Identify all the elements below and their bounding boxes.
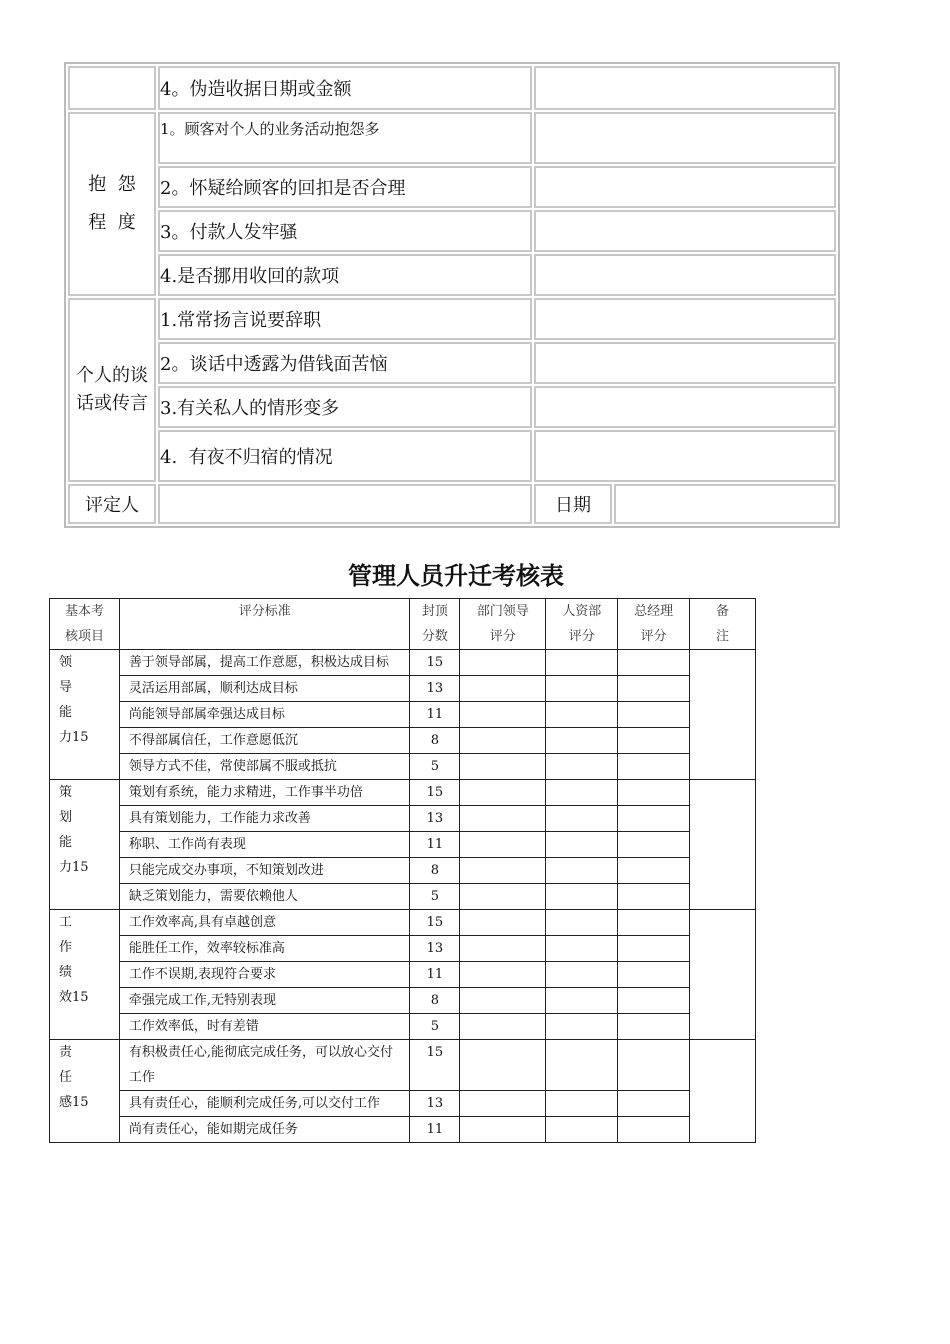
category-label: 话或传言 — [76, 393, 148, 414]
dept-score-cell[interactable] — [460, 676, 546, 702]
criterion-cell: 缺乏策划能力，需要依赖他人 — [119, 884, 410, 910]
table-row — [50, 988, 756, 1014]
criterion-cell: 牵强完成工作,无特别表现 — [119, 988, 410, 1014]
cap-score-cell: 13 — [410, 936, 460, 962]
hr-score-cell[interactable] — [546, 1117, 618, 1143]
criterion-cell: 具有责任心，能顺利完成任务,可以交付工作 — [119, 1091, 410, 1117]
category-label: 导 — [59, 680, 73, 695]
category-cell — [50, 650, 120, 780]
cap-score-cell: 8 — [410, 728, 460, 754]
note-cell[interactable] — [690, 1040, 756, 1143]
date-label: 日期 — [534, 484, 612, 524]
criterion-cell: 具有策划能力，工作能力求改善 — [119, 806, 410, 832]
hr-score-cell[interactable] — [546, 806, 618, 832]
gm-score-cell[interactable] — [618, 1091, 690, 1117]
criterion-cell: 尚能领导部属牵强达成目标 — [119, 702, 410, 728]
dept-score-cell[interactable] — [460, 962, 546, 988]
hr-score-cell[interactable] — [546, 702, 618, 728]
criterion-cell: 有积极责任心,能彻底完成任务，可以放心交付工作 — [119, 1040, 410, 1091]
category-label: 作 — [59, 940, 73, 955]
hr-score-cell[interactable] — [546, 754, 618, 780]
item-cell: 3.有关私人的情形变多 — [158, 386, 532, 428]
score-cell[interactable] — [534, 342, 836, 384]
table-row — [50, 936, 756, 962]
category-cell — [50, 780, 120, 910]
cap-score-cell: 5 — [410, 1014, 460, 1040]
hr-score-cell[interactable] — [546, 910, 618, 936]
table-row — [50, 1091, 756, 1117]
table-row — [50, 676, 756, 702]
note-cell[interactable] — [690, 780, 756, 910]
evaluator-field[interactable] — [158, 484, 532, 524]
item-cell: 1.常常扬言说要辞职 — [158, 298, 532, 340]
empty-category-cell — [68, 66, 156, 110]
category-label: 能 — [59, 705, 73, 720]
hr-score-cell[interactable] — [546, 936, 618, 962]
gm-score-cell[interactable] — [618, 754, 690, 780]
gm-score-cell[interactable] — [618, 832, 690, 858]
cap-score-cell: 11 — [410, 702, 460, 728]
dept-score-cell[interactable] — [460, 806, 546, 832]
hr-score-cell[interactable] — [546, 962, 618, 988]
criterion-cell: 工作效率高,具有卓越创意 — [119, 910, 410, 936]
table-row — [50, 806, 756, 832]
dept-score-cell[interactable] — [460, 650, 546, 676]
hr-score-cell[interactable] — [546, 728, 618, 754]
dept-score-cell[interactable] — [460, 1117, 546, 1143]
hr-score-cell[interactable] — [546, 1014, 618, 1040]
item-cell: 2。怀疑给顾客的回扣是否合理 — [158, 166, 532, 208]
criterion-cell: 工作效率低，时有差错 — [119, 1014, 410, 1040]
category-label: 力15 — [59, 860, 89, 875]
assessment-body — [50, 650, 756, 1143]
score-cell[interactable] — [534, 254, 836, 296]
cap-score-cell: 13 — [410, 1091, 460, 1117]
hr-score-cell[interactable] — [546, 650, 618, 676]
category-label: 任 — [59, 1070, 73, 1085]
category-complaint — [68, 112, 156, 296]
header-note: 备 注 — [690, 599, 756, 650]
score-cell[interactable] — [534, 298, 836, 340]
gm-score-cell[interactable] — [618, 1040, 690, 1091]
item-cell: 2。谈话中透露为借钱面苦恼 — [158, 342, 532, 384]
gm-score-cell[interactable] — [618, 962, 690, 988]
table-row — [50, 754, 756, 780]
category-talk — [68, 298, 156, 482]
hr-score-cell[interactable] — [546, 1091, 618, 1117]
cap-score-cell: 15 — [410, 1040, 460, 1091]
category-label: 力15 — [59, 730, 89, 745]
table-row — [50, 1014, 756, 1040]
dept-score-cell[interactable] — [460, 884, 546, 910]
hr-score-cell[interactable] — [546, 832, 618, 858]
dept-score-cell[interactable] — [460, 1091, 546, 1117]
category-label: 策 — [59, 785, 73, 800]
criterion-cell: 领导方式不佳，常使部属不服或抵抗 — [119, 754, 410, 780]
dept-score-cell[interactable] — [460, 754, 546, 780]
dept-score-cell[interactable] — [460, 702, 546, 728]
category-label: 感15 — [59, 1095, 89, 1110]
table-row — [50, 1040, 756, 1091]
table-row — [50, 1117, 756, 1143]
header-standard: 评分标准 — [119, 599, 410, 650]
criterion-cell: 只能完成交办事项，不知策划改进 — [119, 858, 410, 884]
table-row — [50, 650, 756, 676]
category-cell — [50, 1040, 120, 1143]
table-row — [50, 858, 756, 884]
item-cell: 3。付款人发牢骚 — [158, 210, 532, 252]
gm-score-cell[interactable] — [618, 728, 690, 754]
table-row — [50, 832, 756, 858]
cap-score-cell: 8 — [410, 988, 460, 1014]
table-row — [50, 728, 756, 754]
gm-score-cell[interactable] — [618, 884, 690, 910]
category-cell — [50, 910, 120, 1040]
page-title: 管理人员升迁考核表 — [348, 562, 564, 590]
gm-score-cell[interactable] — [618, 806, 690, 832]
gm-score-cell[interactable] — [618, 858, 690, 884]
gm-score-cell[interactable] — [618, 1117, 690, 1143]
item-cell: 4。伪造收据日期或金额 — [158, 66, 532, 110]
dept-score-cell[interactable] — [460, 1040, 546, 1091]
criterion-cell: 称职、工作尚有表现 — [119, 832, 410, 858]
cap-score-cell: 15 — [410, 780, 460, 806]
item-cell: 4. 有夜不归宿的情况 — [158, 430, 532, 482]
dept-score-cell[interactable] — [460, 988, 546, 1014]
gm-score-cell[interactable] — [618, 780, 690, 806]
criterion-cell: 灵活运用部属，顺利达成目标 — [119, 676, 410, 702]
criterion-cell: 善于领导部属，提高工作意愿，积极达成目标 — [119, 650, 410, 676]
gm-score-cell[interactable] — [618, 676, 690, 702]
criterion-cell: 尚有责任心，能如期完成任务 — [119, 1117, 410, 1143]
category-label: 绩 — [59, 965, 73, 980]
category-label: 领 — [59, 655, 73, 670]
cap-score-cell: 8 — [410, 858, 460, 884]
hr-score-cell[interactable] — [546, 858, 618, 884]
cap-score-cell: 5 — [410, 754, 460, 780]
gm-score-cell[interactable] — [618, 1014, 690, 1040]
item-cell: 4.是否挪用收回的款项 — [158, 254, 532, 296]
category-label: 能 — [59, 835, 73, 850]
header-dept-score: 部门领导 评分 — [460, 599, 546, 650]
category-label: 划 — [59, 810, 73, 825]
category-label: 程 度 — [88, 212, 136, 233]
category-label: 个人的谈 — [76, 365, 148, 386]
category-label: 工 — [59, 915, 73, 930]
gm-score-cell[interactable] — [618, 910, 690, 936]
criterion-cell: 不得部属信任，工作意愿低沉 — [119, 728, 410, 754]
table-row — [50, 780, 756, 806]
cap-score-cell: 15 — [410, 650, 460, 676]
score-cell[interactable] — [534, 430, 836, 482]
cap-score-cell: 15 — [410, 910, 460, 936]
table-row — [50, 910, 756, 936]
gm-score-cell[interactable] — [618, 936, 690, 962]
table-row — [50, 884, 756, 910]
cap-score-cell: 13 — [410, 806, 460, 832]
dept-score-cell[interactable] — [460, 936, 546, 962]
header-item: 基本考 核项目 — [50, 599, 120, 650]
note-cell[interactable] — [690, 650, 756, 780]
item-cell: 1。顾客对个人的业务活动抱怨多 — [158, 112, 532, 164]
category-label: 抱 怨 — [88, 174, 136, 195]
score-cell[interactable] — [534, 210, 836, 252]
table-row — [50, 702, 756, 728]
evaluator-label: 评定人 — [68, 484, 156, 524]
criterion-cell: 策划有系统，能力求精进，工作事半功倍 — [119, 780, 410, 806]
cap-score-cell: 11 — [410, 832, 460, 858]
note-cell[interactable] — [690, 910, 756, 1040]
criterion-cell: 能胜任工作，效率较标准高 — [119, 936, 410, 962]
score-cell[interactable] — [534, 386, 836, 428]
criterion-cell: 工作不误期,表现符合要求 — [119, 962, 410, 988]
table-row — [50, 962, 756, 988]
category-label: 责 — [59, 1045, 73, 1060]
dept-score-cell[interactable] — [460, 910, 546, 936]
hr-score-cell[interactable] — [546, 1040, 618, 1091]
hr-score-cell[interactable] — [546, 884, 618, 910]
score-cell[interactable] — [534, 112, 836, 164]
score-cell[interactable] — [534, 66, 836, 110]
category-label: 效15 — [59, 990, 89, 1005]
dept-score-cell[interactable] — [460, 832, 546, 858]
cap-score-cell: 11 — [410, 962, 460, 988]
gm-score-cell[interactable] — [618, 988, 690, 1014]
dept-score-cell[interactable] — [460, 780, 546, 806]
cap-score-cell: 13 — [410, 676, 460, 702]
header-gm-score: 总经理 评分 — [618, 599, 690, 650]
evaluation-table-continued — [64, 62, 840, 528]
hr-score-cell[interactable] — [546, 676, 618, 702]
hr-score-cell[interactable] — [546, 988, 618, 1014]
cap-score-cell: 5 — [410, 884, 460, 910]
header-cap-score: 封顶 分数 — [410, 599, 460, 650]
date-field[interactable] — [614, 484, 836, 524]
hr-score-cell[interactable] — [546, 780, 618, 806]
header-hr-score: 人资部 评分 — [546, 599, 618, 650]
score-cell[interactable] — [534, 166, 836, 208]
gm-score-cell[interactable] — [618, 650, 690, 676]
gm-score-cell[interactable] — [618, 702, 690, 728]
dept-score-cell[interactable] — [460, 1014, 546, 1040]
dept-score-cell[interactable] — [460, 728, 546, 754]
dept-score-cell[interactable] — [460, 858, 546, 884]
cap-score-cell: 11 — [410, 1117, 460, 1143]
promotion-assessment-table — [49, 598, 756, 1143]
header-row — [50, 599, 756, 650]
